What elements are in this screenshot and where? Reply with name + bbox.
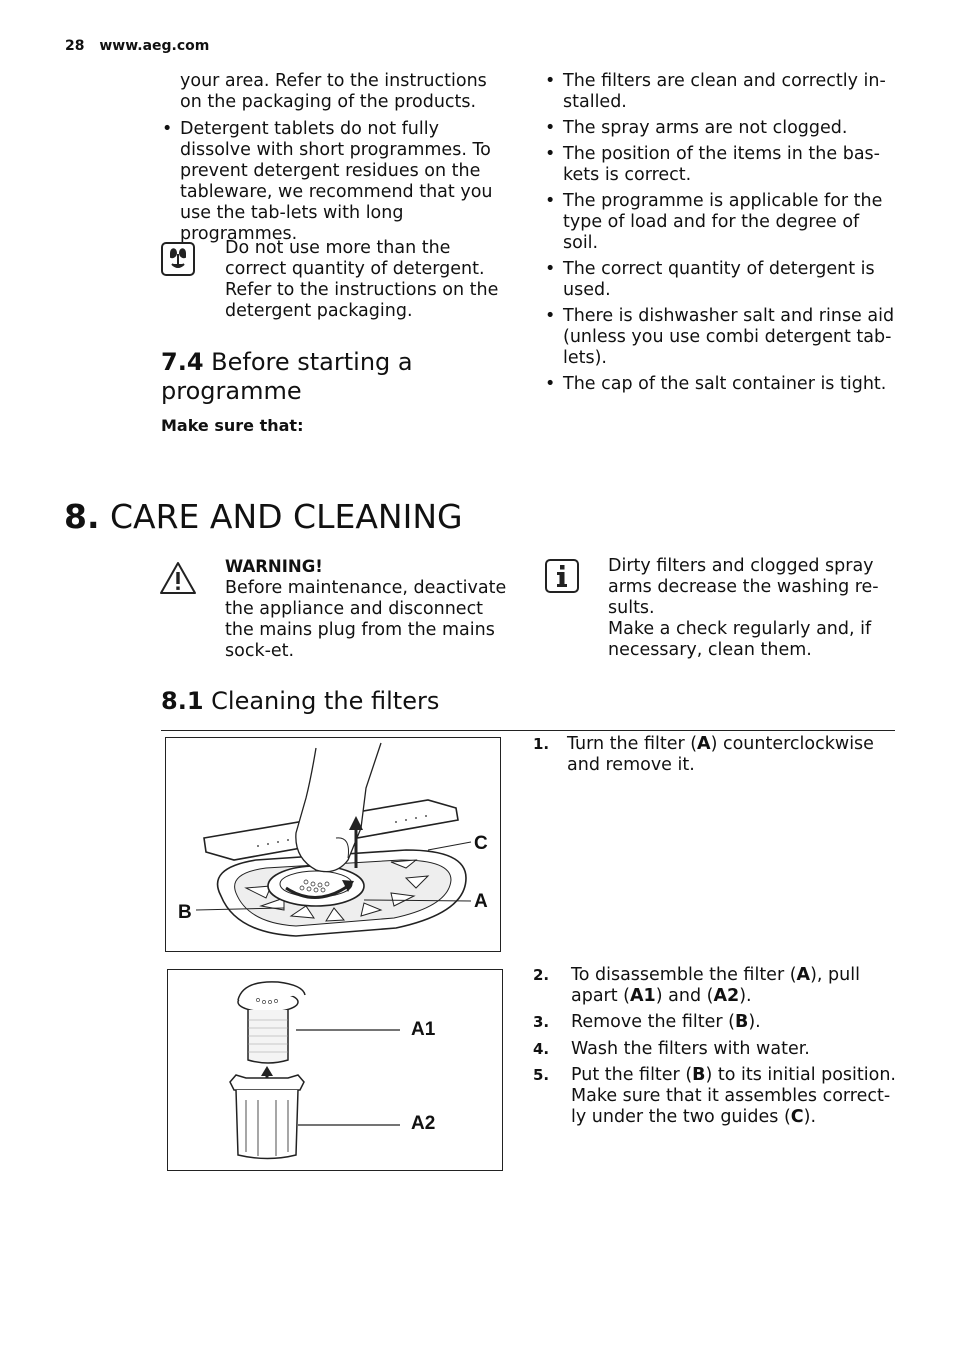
step-text: Remove the filter (B). xyxy=(571,1012,761,1032)
section-heading-7-4 xyxy=(161,348,481,406)
left-bullet-list xyxy=(162,119,512,250)
continued-text: your area. Refer to the instructions on the packaging of the products. xyxy=(180,71,487,112)
list-item: • The position of the items in the bas-kets is correct. xyxy=(545,144,897,186)
figure-label-a: A xyxy=(474,891,488,912)
figure-label-a1: A1 xyxy=(411,1019,436,1040)
warning-text: Before maintenance, deactivate the appliance and disconnect the mains plug from the mains sock-et. xyxy=(225,578,507,661)
step-text: Turn the filter (A) counterclockwise and remove it. xyxy=(567,734,874,775)
step-text: To disassemble the filter (A), pull apart (A1) and (A2). xyxy=(571,965,860,1006)
environment-note: Do not use more than the correct quantity of detergent. Refer to the instructions on the detergent packaging. xyxy=(225,238,499,321)
filter-removal-illustration xyxy=(166,738,500,951)
figure-label-c: C xyxy=(474,833,488,854)
list-item: • The spray arms are not clogged. xyxy=(545,118,897,139)
right-bullet-list xyxy=(545,71,897,400)
figure-label-a2: A2 xyxy=(411,1113,436,1134)
list-item: • There is dishwasher salt and rinse aid (unless you use combi detergent tab-lets). xyxy=(545,306,897,369)
page-number: 28 xyxy=(65,38,85,54)
step-text: Put the filter (B) to its initial position. Make sure that it assembles correct-ly under the two guides (C). xyxy=(571,1065,896,1127)
chapter-heading xyxy=(64,497,463,537)
chapter-title: CARE AND CLEANING xyxy=(110,497,463,536)
figure-filter-disassembly xyxy=(167,969,503,1171)
section-divider xyxy=(161,730,895,731)
figure-label-b: B xyxy=(178,902,192,923)
cleaning-steps xyxy=(533,734,903,1154)
list-item: • The cap of the salt container is tight. xyxy=(545,374,897,395)
list-item: • Detergent tablets do not fully dissolve with short programmes. To prevent detergent residues on the tableware, we recommend that you use the tab-lets with long programmes. xyxy=(162,119,512,245)
step-number: 2. xyxy=(533,966,550,984)
section-number: 7.4 xyxy=(161,348,204,376)
environment-icon xyxy=(161,242,195,276)
list-item: • The correct quantity of detergent is used. xyxy=(545,259,897,301)
info-line-2: Make a check regularly and, if necessary, clean them. xyxy=(608,619,872,660)
info-line-1: Dirty filters and clogged spray arms decrease the washing re-sults. xyxy=(608,556,879,618)
figure-filter-removal xyxy=(165,737,501,952)
info-icon xyxy=(545,559,579,593)
page-header xyxy=(65,38,209,54)
step-number: 1. xyxy=(533,735,550,753)
warning-title: WARNING! xyxy=(225,557,323,576)
filter-disassembly-illustration xyxy=(168,970,502,1170)
make-sure-label: Make sure that: xyxy=(161,416,304,435)
step-number: 3. xyxy=(533,1013,550,1031)
website-link[interactable]: www.aeg.com xyxy=(99,38,210,54)
info-text xyxy=(608,556,898,661)
warning-icon xyxy=(159,560,197,600)
step-text: Wash the filters with water. xyxy=(571,1039,810,1059)
subsection-number: 8.1 xyxy=(161,687,204,715)
step-number: 5. xyxy=(533,1066,550,1084)
list-item: • The programme is applicable for the type of load and for the degree of soil. xyxy=(545,191,897,254)
subsection-title: Cleaning the filters xyxy=(211,687,440,715)
subsection-heading xyxy=(161,686,439,716)
step-number: 4. xyxy=(533,1040,550,1058)
list-item: • The filters are clean and correctly in-stalled. xyxy=(545,71,897,113)
section-title: Before starting a programme xyxy=(161,348,413,405)
chapter-number: 8. xyxy=(64,497,100,536)
